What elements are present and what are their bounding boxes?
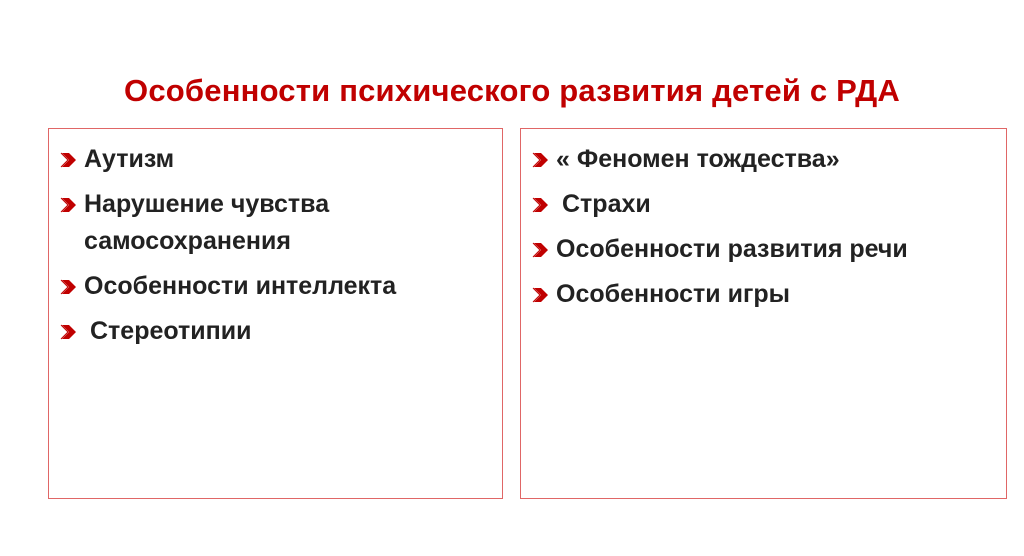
- list-item-text: Аутизм: [84, 145, 175, 173]
- list-item-text: Страхи: [562, 190, 651, 218]
- arrow-bullet-icon: [60, 141, 84, 178]
- list-item: [532, 186, 1006, 223]
- list-item-text: Стереотипии: [90, 317, 252, 345]
- left-panel: [48, 128, 503, 499]
- list-item: [60, 186, 502, 260]
- arrow-bullet-icon: [532, 276, 556, 313]
- arrow-bullet-icon: [60, 268, 84, 305]
- left-item-list: [49, 129, 502, 350]
- arrow-bullet-icon: [532, 141, 556, 178]
- list-item: [60, 268, 502, 305]
- list-item: [532, 141, 1006, 178]
- list-item: [60, 141, 502, 178]
- list-item-text: Нарушение чувства самосохранения: [84, 190, 330, 255]
- list-item: [60, 313, 502, 350]
- list-item-text: « Феномен тождества»: [556, 145, 840, 173]
- list-item: [532, 276, 1006, 313]
- list-item-text: Особенности развития речи: [556, 235, 908, 263]
- right-item-list: [521, 129, 1006, 313]
- list-item-text: Особенности интеллекта: [84, 272, 397, 300]
- slide-title: Особенности психического развития детей с РДА: [124, 72, 900, 108]
- arrow-bullet-icon: [532, 231, 556, 268]
- right-panel: [520, 128, 1007, 499]
- arrow-bullet-icon: [60, 313, 84, 350]
- arrow-bullet-icon: [60, 186, 84, 223]
- list-item: [532, 231, 1006, 268]
- arrow-bullet-icon: [532, 186, 556, 223]
- list-item-text: Особенности игры: [556, 280, 790, 308]
